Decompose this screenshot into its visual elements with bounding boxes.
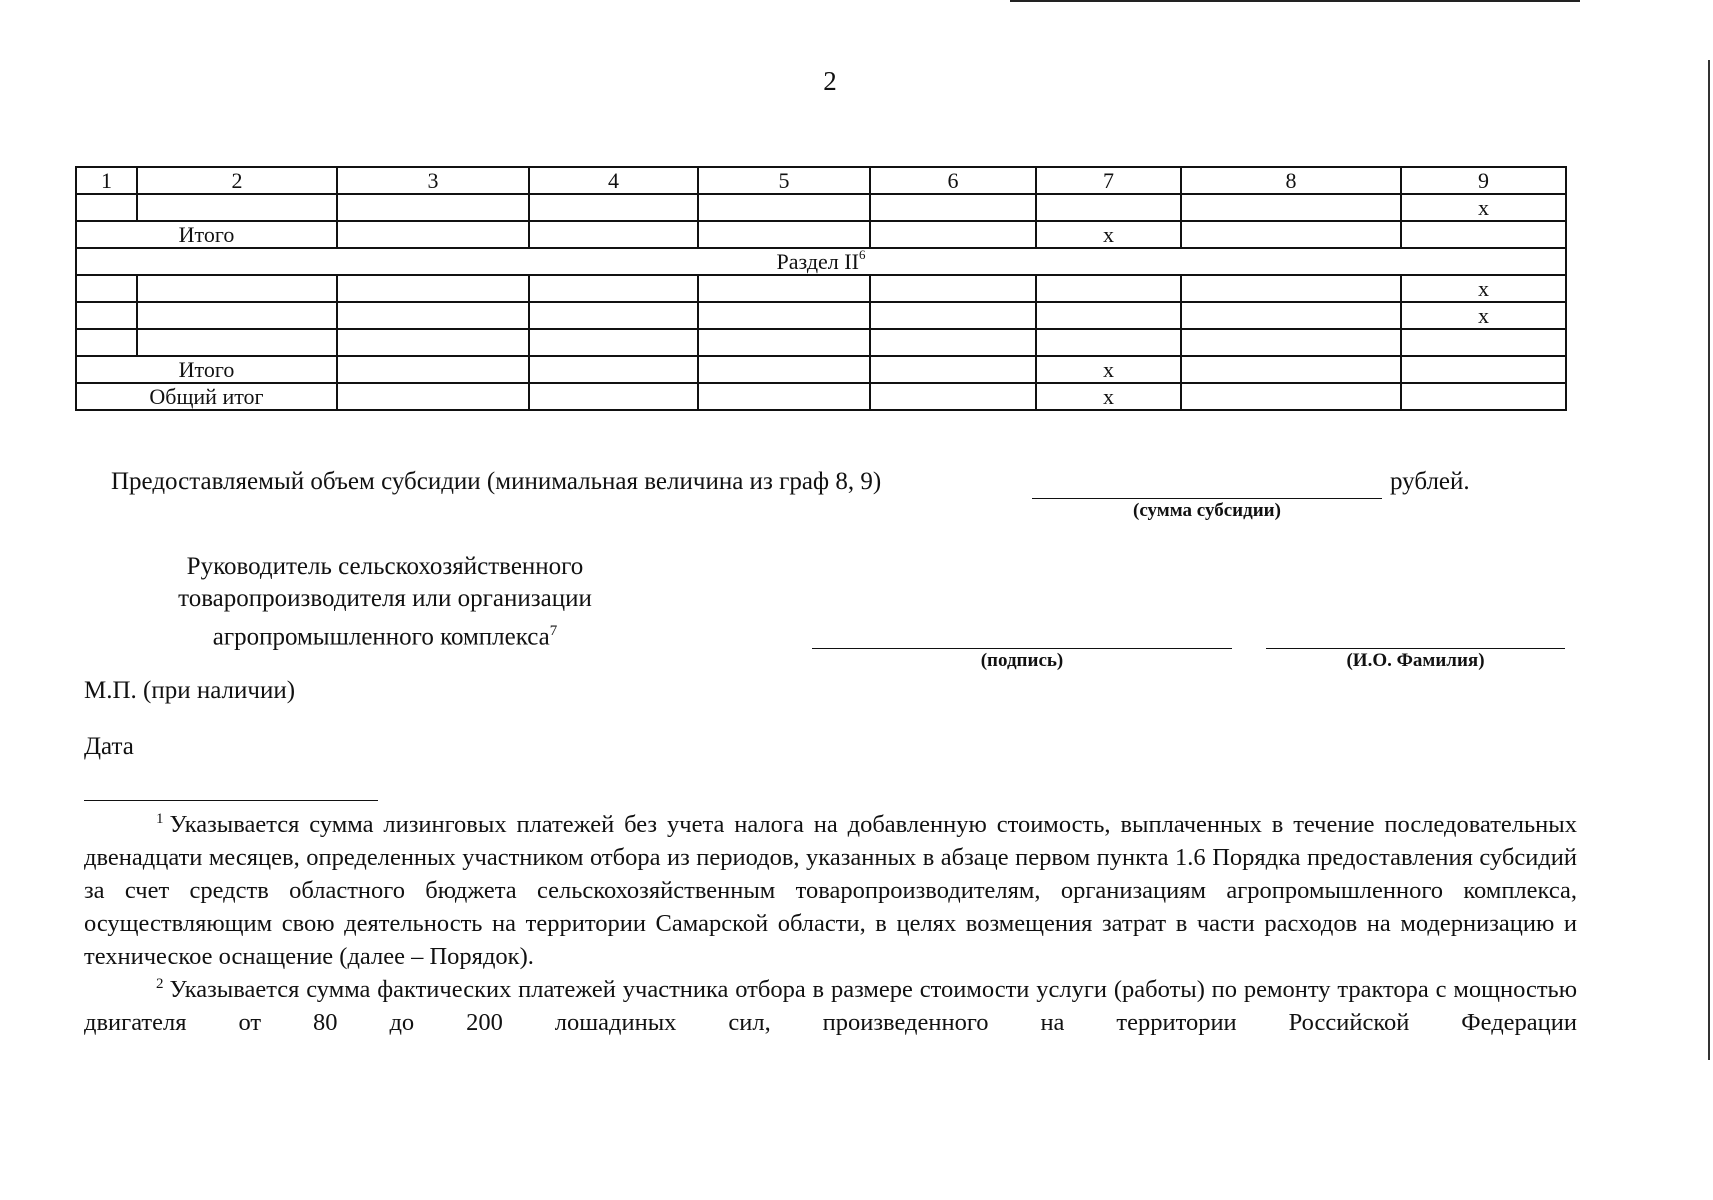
signature-line: [812, 618, 1232, 649]
table-header-row: [76, 167, 1566, 194]
scan-edge-right: [1708, 60, 1710, 1060]
table-row: [76, 194, 1566, 221]
subsidy-caption: (сумма субсидии): [1133, 500, 1281, 521]
x-mark: x: [1401, 275, 1566, 302]
footnote-mark: 2: [156, 976, 164, 992]
table-row: [76, 275, 1566, 302]
x-mark: x: [1036, 383, 1181, 410]
head-line-2: товаропроизводителя или организации: [178, 585, 592, 612]
head-title: [135, 551, 635, 653]
subtotal-row: [76, 356, 1566, 383]
page-number: 2: [823, 66, 837, 96]
header-cell: 3: [337, 167, 529, 194]
table-row: [76, 329, 1566, 356]
footnote-separator: [84, 800, 378, 801]
header-cell: 6: [870, 167, 1036, 194]
subtotal-label: Итого: [76, 356, 337, 383]
subtotal-label: Итого: [76, 221, 337, 248]
header-cell: 1: [76, 167, 137, 194]
date-label: Дата: [84, 733, 134, 760]
x-mark: x: [1036, 356, 1181, 383]
header-cell: 2: [137, 167, 337, 194]
scan-edge-top: [1010, 0, 1580, 2]
head-footnote-mark: 7: [549, 623, 558, 639]
subsidy-table: [75, 166, 1567, 411]
footnote-text: Указывается сумма лизинговых платежей без учета налога на добавленную стоимость, выплаченных в течение последовательных двенадцати месяцев, определенных участником отбора из периодов, указанных в абзаце первом пункта 1.6 Порядка предоставления субсидий за счет средств областного бюджета сельскохозяйственным товаропроизводителям, организациям агропромышленного комплекса, осуществляющим свою деятельность на территории Самарской области, в целях возмещения затрат в части расходов на модернизацию и техническое оснащение (далее – Порядок).: [84, 811, 1577, 970]
x-mark: x: [1401, 302, 1566, 329]
section-title-text: Раздел II: [776, 248, 859, 274]
grand-total-label: Общий итог: [76, 383, 337, 410]
section-row: [76, 248, 1566, 275]
footnotes: [84, 808, 1577, 1039]
footnote-mark: 1: [156, 811, 164, 827]
signature-caption: (подпись): [980, 650, 1064, 671]
x-mark: x: [1036, 221, 1181, 248]
footnote-text: Указывается сумма фактических платежей участника отбора в размере стоимости услуги (работы) по ремонту трактора с мощностью двигателя от 80 до 200 лошадиных сил, произведенного на территории Российской Федерации: [84, 976, 1577, 1036]
head-line-3: агропромышленного комплекса: [212, 623, 550, 651]
stamp-label: М.П. (при наличии): [84, 677, 296, 704]
header-cell: 4: [529, 167, 698, 194]
subsidy-unit: рублей.: [1390, 468, 1470, 495]
header-cell: 7: [1036, 167, 1181, 194]
name-line: [1266, 618, 1565, 649]
footnote-2: [84, 973, 1577, 1039]
subtotal-row: [76, 221, 1566, 248]
section-footnote-mark: 6: [858, 248, 866, 262]
name-caption: (И.О. Фамилия): [1346, 650, 1485, 671]
header-cell: 5: [698, 167, 870, 194]
header-cell: 9: [1401, 167, 1566, 194]
subsidy-amount-line: [1032, 468, 1382, 499]
section-title: [76, 248, 1566, 275]
table-row: [76, 302, 1566, 329]
header-cell: 8: [1181, 167, 1401, 194]
footnote-1: [84, 808, 1577, 973]
grand-total-row: [76, 383, 1566, 410]
head-line-1: Руководитель сельскохозяйственного: [186, 553, 584, 580]
x-mark: x: [1401, 194, 1566, 221]
subsidy-label: Предоставляемый объем субсидии (минимальная величина из граф 8, 9): [111, 468, 882, 495]
